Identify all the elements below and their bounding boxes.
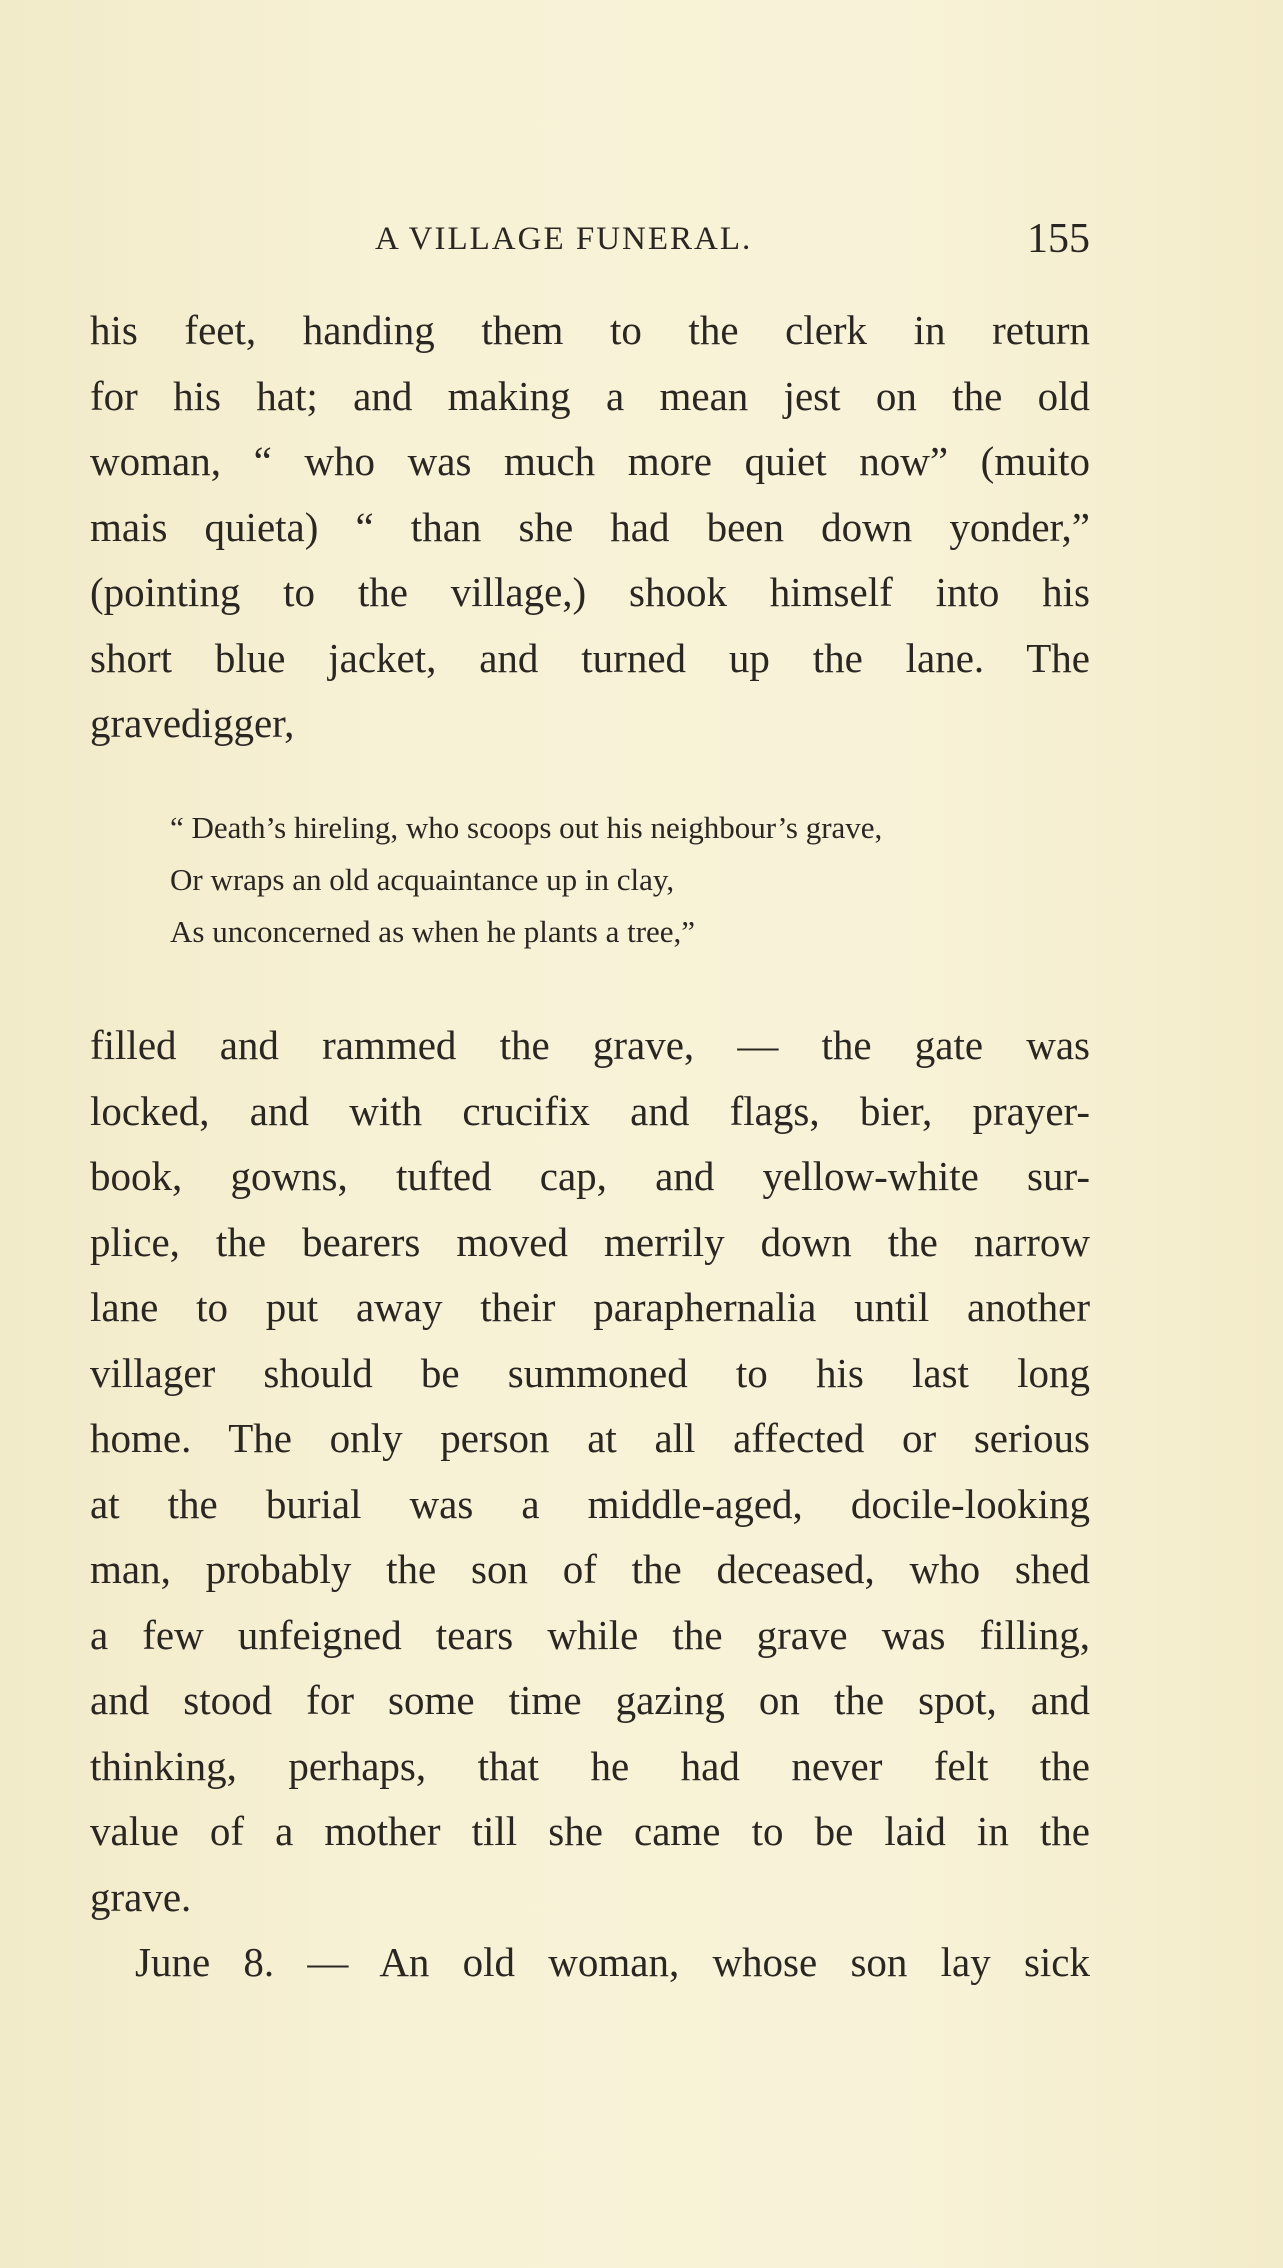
paragraph-burial bbox=[90, 1013, 1090, 1930]
text-line: grave. bbox=[90, 1873, 192, 1920]
running-head bbox=[90, 215, 1090, 275]
text-line: lane to put away their paraphernalia until another bbox=[90, 1284, 1090, 1330]
text-line: his feet, handing them to the clerk in return bbox=[90, 307, 1090, 353]
text-line: mais quieta) “ than she had been down yonder,” bbox=[90, 503, 1090, 550]
verse-line: As unconcerned as when he plants a tree,” bbox=[170, 914, 696, 949]
verse-line: Or wraps an old acquaintance up in clay, bbox=[170, 862, 675, 897]
paragraph-continuation bbox=[90, 298, 1090, 757]
text-line: villager should be summoned to his last long bbox=[90, 1349, 1090, 1396]
verse-line: “ Death’s hireling, who scoops out his neighbour’s grave, bbox=[170, 810, 883, 845]
text-line: locked, and with crucifix and flags, bier, prayer- bbox=[90, 1087, 1090, 1134]
text-line: for his hat; and making a mean jest on the old bbox=[90, 372, 1090, 419]
text-line: filled and rammed the grave, — the gate was bbox=[90, 1022, 1090, 1068]
text-line: (pointing to the village,) shook himself into his bbox=[90, 569, 1090, 615]
text-line: home. The only person at all affected or serious bbox=[90, 1415, 1090, 1461]
text-line: man, probably the son of the deceased, who shed bbox=[90, 1546, 1090, 1592]
text-line: thinking, perhaps, that he had never felt the bbox=[90, 1742, 1090, 1789]
text-line: and stood for some time gazing on the spot, and bbox=[90, 1677, 1090, 1723]
text-line: value of a mother till she came to be laid in the bbox=[90, 1808, 1090, 1854]
text-line: a few unfeigned tears while the grave was filling, bbox=[90, 1611, 1090, 1658]
text-line: book, gowns, tufted cap, and yellow-white sur- bbox=[90, 1153, 1090, 1199]
text-line: woman, “ who was much more quiet now” (muito bbox=[90, 438, 1090, 484]
running-title: A VILLAGE FUNERAL. bbox=[375, 221, 753, 257]
text-line: plice, the bearers moved merrily down the narrow bbox=[90, 1218, 1090, 1265]
text-line: at the burial was a middle-aged, docile-looking bbox=[90, 1480, 1090, 1527]
page-number: 155 bbox=[1027, 216, 1090, 262]
text-line: gravedigger, bbox=[90, 700, 295, 746]
paragraph-june-8 bbox=[90, 1930, 1090, 1996]
text-line: June 8. — An old woman, whose son lay sick bbox=[135, 1939, 1090, 1985]
text-line: short blue jacket, and turned up the lane. The bbox=[90, 634, 1090, 681]
verse-quotation bbox=[170, 802, 1070, 958]
